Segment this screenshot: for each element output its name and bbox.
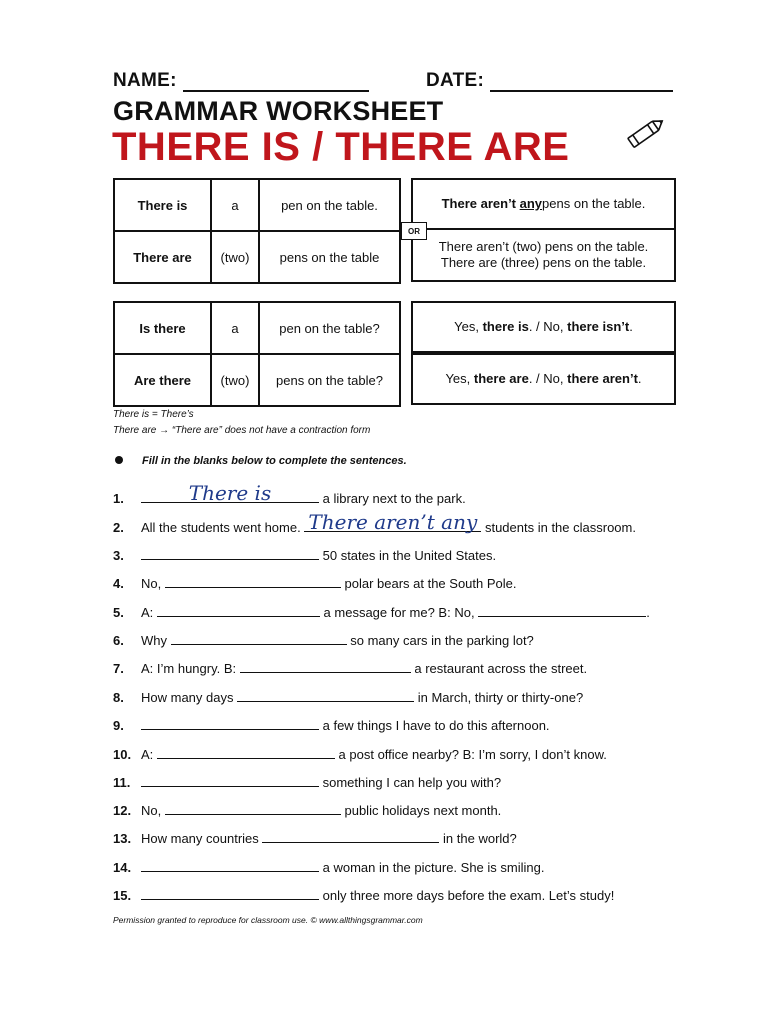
answer-bold: there are (473, 371, 529, 386)
table-cell: pen on the table? (259, 302, 400, 354)
topic-title: THERE IS / THERE ARE (112, 125, 570, 169)
footer-permission: Permission granted to reproduce for classroom use. © www.allthingsgrammar.com (113, 915, 423, 925)
question-number: 13. (113, 831, 132, 846)
answer-bold: there is (482, 319, 529, 334)
negative-text-end: pens on the table. (542, 196, 646, 211)
question-number: 8. (113, 690, 124, 705)
question-text: a post office nearby? B: I’m sorry, I don’t know. (338, 747, 607, 762)
question-number: 3. (113, 548, 124, 563)
table-cell: a (211, 179, 259, 231)
name-label: NAME: (113, 70, 177, 91)
answer-blank[interactable] (304, 510, 481, 534)
answer-blank[interactable] (478, 603, 646, 617)
table-row (114, 231, 400, 283)
question-text: only three more days before the exam. Let’s study! (322, 888, 615, 903)
answer-blank[interactable] (141, 773, 319, 787)
answer-text: . / No, (528, 371, 568, 386)
question-text: a message for me? B: No, (323, 605, 475, 620)
affirmative-table (113, 178, 401, 284)
question-7 (113, 659, 587, 677)
table-cell: pens on the table (259, 231, 400, 283)
negative-box-1 (411, 178, 676, 230)
name-field (113, 70, 369, 92)
question-9 (113, 716, 550, 734)
answer-bold: there isn’t (567, 319, 630, 334)
question-number: 1. (113, 491, 124, 506)
question-13 (113, 829, 517, 847)
answer-text: . / No, (528, 319, 568, 334)
answer-blank[interactable] (141, 716, 319, 730)
handwritten-answer: There is (188, 481, 272, 505)
date-field (426, 70, 673, 92)
table-cell: There are (114, 231, 211, 283)
table-cell: pens on the table? (259, 354, 400, 406)
question-text: a library next to the park. (322, 491, 466, 506)
table-row (114, 354, 400, 406)
question-text: A: (141, 605, 154, 620)
question-14 (113, 858, 544, 876)
question-4 (113, 574, 517, 592)
question-15 (113, 886, 614, 904)
handwritten-answer: There aren’t any (308, 510, 478, 534)
question-number: 2. (113, 520, 124, 535)
table-row (114, 179, 400, 231)
answer-box-2 (411, 353, 676, 405)
question-text: How many countries (141, 831, 259, 846)
question-text: A: (141, 747, 154, 762)
answer-blank[interactable] (141, 886, 319, 900)
question-12 (113, 801, 501, 819)
table-cell: a (211, 302, 259, 354)
question-table (113, 301, 401, 407)
negative-text: There aren’t (441, 196, 520, 211)
worksheet-title: GRAMMAR WORKSHEET (113, 96, 444, 126)
question-5 (113, 603, 650, 621)
answer-blank[interactable] (165, 801, 341, 815)
question-11 (113, 773, 501, 791)
answer-blank[interactable] (157, 745, 335, 759)
table-cell: Is there (114, 302, 211, 354)
answer-blank[interactable] (141, 546, 319, 560)
question-number: 15. (113, 888, 132, 903)
name-line (183, 72, 369, 92)
answer-blank[interactable] (141, 481, 319, 505)
table-cell: (two) (211, 354, 259, 406)
question-text: No, (141, 803, 162, 818)
table-row (114, 302, 400, 354)
table-cell: pen on the table. (259, 179, 400, 231)
question-number: 12. (113, 803, 132, 818)
negative-line-2: There are (three) pens on the table. (440, 255, 647, 270)
answer-blank[interactable] (171, 631, 347, 645)
question-6 (113, 631, 534, 649)
answer-blank[interactable] (240, 659, 411, 673)
instruction: Fill in the blanks below to complete the sentences. (142, 455, 407, 467)
note-line-1: There is = There’s (113, 409, 194, 420)
question-number: 6. (113, 633, 124, 648)
question-text: in the world? (443, 831, 517, 846)
answer-text: . (629, 319, 633, 334)
question-text: No, (141, 576, 162, 591)
answer-bold: there aren’t (567, 371, 638, 386)
question-text: so many cars in the parking lot? (350, 633, 534, 648)
question-text: polar bears at the South Pole. (344, 576, 517, 591)
bullet-icon (115, 456, 123, 464)
question-text: in March, thirty or thirty-one? (417, 690, 584, 705)
answer-box-1 (411, 301, 676, 353)
question-number: 10. (113, 747, 132, 762)
question-3 (113, 546, 496, 564)
answer-blank[interactable] (165, 574, 341, 588)
question-1 (113, 481, 466, 507)
table-cell: (two) (211, 231, 259, 283)
question-text: students in the classroom. (484, 520, 636, 535)
answer-blank[interactable] (141, 858, 319, 872)
question-text: A: I’m hungry. B: (141, 661, 237, 676)
answer-blank[interactable] (237, 688, 414, 702)
question-number: 7. (113, 661, 124, 676)
table-cell: There is (114, 179, 211, 231)
question-10 (113, 745, 607, 763)
answer-blank[interactable] (157, 603, 320, 617)
question-number: 11. (113, 775, 131, 790)
question-2 (113, 510, 636, 536)
answer-text: Yes, (454, 319, 483, 334)
date-label: DATE: (426, 70, 485, 91)
question-text: Why (141, 633, 167, 648)
negative-any: any (519, 196, 543, 211)
date-line (490, 72, 673, 92)
answer-text: . (637, 371, 642, 386)
answer-blank[interactable] (262, 829, 439, 843)
question-text: public holidays next month. (344, 803, 502, 818)
answer-text: Yes, (445, 371, 474, 386)
or-label: OR (401, 222, 427, 240)
question-text: 50 states in the United States. (322, 548, 497, 563)
question-text: How many days (141, 690, 234, 705)
question-number: 9. (113, 718, 124, 733)
question-text: a woman in the picture. She is smiling. (322, 860, 545, 875)
question-text: All the students went home. (141, 520, 301, 535)
note-line-2: There are → “There are” does not have a contraction form (113, 425, 371, 436)
pencil-icon (622, 112, 670, 154)
table-cell: Are there (114, 354, 211, 406)
negative-line-1: There aren’t (two) pens on the table. (438, 239, 649, 254)
question-text: a few things I have to do this afternoon. (322, 718, 550, 733)
negative-box-2 (411, 228, 676, 282)
question-number: 4. (113, 576, 124, 591)
question-number: 14. (113, 860, 132, 875)
question-number: 5. (113, 605, 124, 620)
question-text: . (646, 605, 650, 620)
question-text: a restaurant across the street. (414, 661, 588, 676)
question-8 (113, 688, 583, 706)
question-text: something I can help you with? (322, 775, 502, 790)
